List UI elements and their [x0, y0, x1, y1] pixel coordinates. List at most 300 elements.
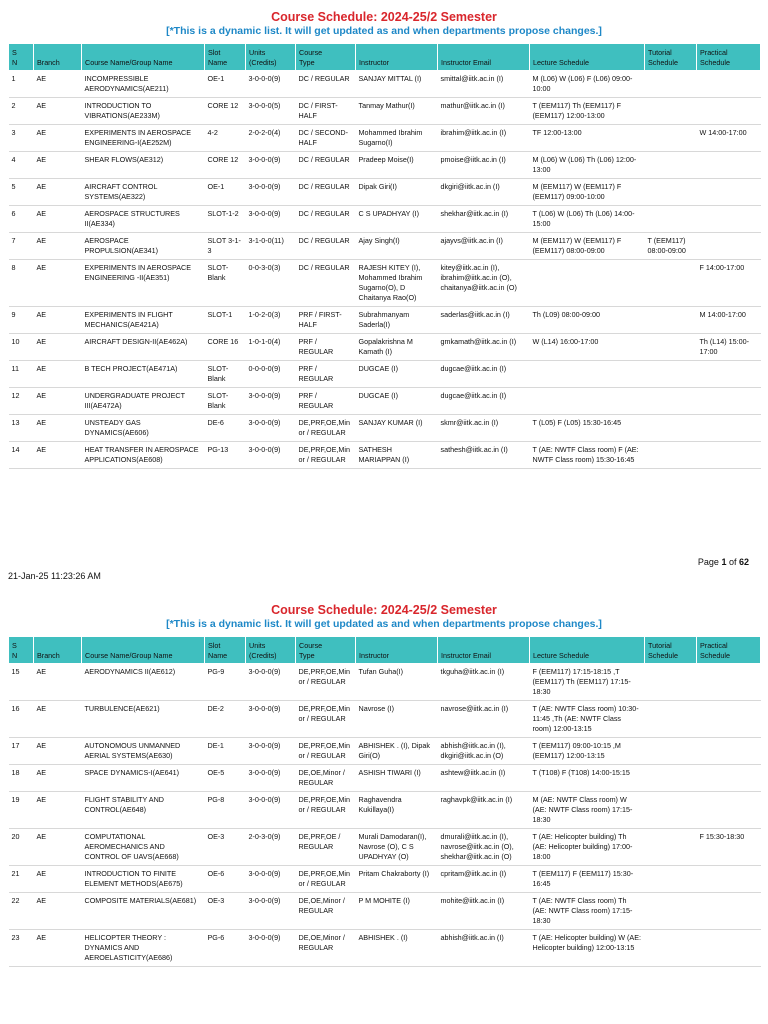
cell-instructor-email: smittal@iitk.ac.in (I): [438, 71, 530, 98]
cell-units: 3-0-0-0(9): [246, 930, 296, 967]
column-header-lecture-schedule: Lecture Schedule: [530, 44, 645, 71]
column-header-tutorial-schedule: Tutorial Schedule: [645, 44, 697, 71]
cell-tutorial-schedule: [645, 664, 697, 701]
cell-units: 3-0-0-0(9): [246, 206, 296, 233]
cell-tutorial-schedule: [645, 442, 697, 469]
cell-instructor-email: tkguha@iitk.ac.in (I): [438, 664, 530, 701]
cell-lecture-schedule: T (EEM117) F (EEM117) 15:30-16:45: [530, 866, 645, 893]
cell-practical-schedule: [697, 442, 761, 469]
cell-branch: AE: [34, 893, 82, 930]
generated-timestamp: 21-Jan-25 11:23:26 AM: [8, 571, 101, 581]
cell-instructor: Ajay Singh(I): [356, 233, 438, 260]
cell-units: 3-0-0-0(9): [246, 792, 296, 829]
cell-course-type: DE,PRF,OE,Minor / REGULAR: [296, 664, 356, 701]
cell-practical-schedule: [697, 152, 761, 179]
column-header-sn: S N: [9, 637, 34, 664]
cell-tutorial-schedule: [645, 361, 697, 388]
cell-instructor-email: ajayvs@iitk.ac.in (I): [438, 233, 530, 260]
cell-units: 3-0-0-0(9): [246, 765, 296, 792]
table-header-row: [9, 44, 761, 71]
cell-sn: 21: [9, 866, 34, 893]
cell-instructor-email: ashtew@iitk.ac.in (I): [438, 765, 530, 792]
cell-sn: 3: [9, 125, 34, 152]
cell-instructor-email: skmr@iitk.ac.in (I): [438, 415, 530, 442]
cell-branch: AE: [34, 152, 82, 179]
cell-practical-schedule: [697, 664, 761, 701]
cell-instructor-email: dugcae@iitk.ac.in (I): [438, 388, 530, 415]
cell-slot-name: PG-13: [205, 442, 246, 469]
cell-instructor: RAJESH KITEY (I), Mohammed Ibrahim Sugarno(O), D Chaitanya Rao(O): [356, 260, 438, 307]
cell-units: 3-0-0-0(9): [246, 442, 296, 469]
cell-lecture-schedule: T (T108) F (T108) 14:00-15:15: [530, 765, 645, 792]
cell-lecture-schedule: T (L06) W (L06) Th (L06) 14:00-15:00: [530, 206, 645, 233]
column-header-course-name: Course Name/Group Name: [82, 44, 205, 71]
cell-instructor: Tufan Guha(I): [356, 664, 438, 701]
cell-course-type: DC / REGULAR: [296, 71, 356, 98]
table-row: [9, 701, 761, 738]
cell-slot-name: CORE 12: [205, 98, 246, 125]
cell-lecture-schedule: M (AE: NWTF Class room) W (AE: NWTF Class room) 17:15-18:30: [530, 792, 645, 829]
cell-units: 3-0-0-0(9): [246, 179, 296, 206]
cell-lecture-schedule: T (AE: Helicopter building) Th (AE: Helicopter building) 17:00-18:00: [530, 829, 645, 866]
cell-slot-name: 4-2: [205, 125, 246, 152]
cell-branch: AE: [34, 829, 82, 866]
cell-units: 0-0-3-0(3): [246, 260, 296, 307]
cell-units: 1-0-1-0(4): [246, 334, 296, 361]
cell-course-name: HEAT TRANSFER IN AEROSPACE APPLICATIONS(AE608): [82, 442, 205, 469]
cell-branch: AE: [34, 866, 82, 893]
table-row: [9, 442, 761, 469]
table-row: [9, 125, 761, 152]
column-header-slot-name: Slot Name: [205, 44, 246, 71]
cell-slot-name: DE-2: [205, 701, 246, 738]
cell-units: 3-0-0-0(9): [246, 152, 296, 179]
cell-branch: AE: [34, 98, 82, 125]
column-header-course-type: Course Type: [296, 44, 356, 71]
cell-course-type: DE,PRF,OE,Minor / REGULAR: [296, 866, 356, 893]
cell-sn: 23: [9, 930, 34, 967]
cell-units: 3-0-0-0(9): [246, 738, 296, 765]
cell-tutorial-schedule: [645, 415, 697, 442]
column-header-tutorial-schedule: Tutorial Schedule: [645, 637, 697, 664]
cell-instructor-email: kitey@iitk.ac.in (I), ibrahim@iitk.ac.in (O), chaitanya@iitk.ac.in (O): [438, 260, 530, 307]
cell-instructor: DUGCAE (I): [356, 388, 438, 415]
cell-sn: 7: [9, 233, 34, 260]
cell-slot-name: SLOT-Blank: [205, 260, 246, 307]
cell-slot-name: OE-3: [205, 893, 246, 930]
cell-sn: 20: [9, 829, 34, 866]
cell-lecture-schedule: T (L05) F (L05) 15:30-16:45: [530, 415, 645, 442]
table-row: [9, 930, 761, 967]
table-row: [9, 179, 761, 206]
cell-course-name: AIRCRAFT CONTROL SYSTEMS(AE322): [82, 179, 205, 206]
cell-slot-name: CORE 16: [205, 334, 246, 361]
cell-units: 3-0-0-0(9): [246, 71, 296, 98]
column-header-lecture-schedule: Lecture Schedule: [530, 637, 645, 664]
cell-slot-name: OE-1: [205, 179, 246, 206]
cell-course-name: TURBULENCE(AE621): [82, 701, 205, 738]
cell-branch: AE: [34, 442, 82, 469]
cell-tutorial-schedule: [645, 71, 697, 98]
column-header-branch: Branch: [34, 637, 82, 664]
cell-course-name: EXPERIMENTS IN AEROSPACE ENGINEERING-I(AE252M): [82, 125, 205, 152]
cell-course-type: DE,PRF,OE,Minor / REGULAR: [296, 442, 356, 469]
cell-branch: AE: [34, 738, 82, 765]
table-row: [9, 71, 761, 98]
table-row: [9, 334, 761, 361]
cell-sn: 9: [9, 307, 34, 334]
cell-branch: AE: [34, 260, 82, 307]
cell-course-name: AUTONOMOUS UNMANNED AERIAL SYSTEMS(AE630): [82, 738, 205, 765]
cell-instructor-email: dugcae@iitk.ac.in (I): [438, 361, 530, 388]
cell-practical-schedule: [697, 765, 761, 792]
cell-branch: AE: [34, 388, 82, 415]
cell-practical-schedule: [697, 792, 761, 829]
cell-tutorial-schedule: [645, 866, 697, 893]
cell-lecture-schedule: TF 12:00-13:00: [530, 125, 645, 152]
cell-practical-schedule: [697, 930, 761, 967]
cell-slot-name: SLOT-1-2: [205, 206, 246, 233]
column-header-course-name: Course Name/Group Name: [82, 637, 205, 664]
cell-lecture-schedule: M (EEM117) W (EEM117) F (EEM117) 09:00-10:00: [530, 179, 645, 206]
cell-lecture-schedule: T (EEM117) Th (EEM117) F (EEM117) 12:00-13:00: [530, 98, 645, 125]
cell-branch: AE: [34, 71, 82, 98]
cell-practical-schedule: [697, 361, 761, 388]
column-header-units: Units (Credits): [246, 637, 296, 664]
cell-slot-name: OE-5: [205, 765, 246, 792]
page-subtitle: [*This is a dynamic list. It will get updated as and when departments propose changes.]: [166, 25, 602, 37]
cell-branch: AE: [34, 334, 82, 361]
cell-branch: AE: [34, 206, 82, 233]
cell-tutorial-schedule: [645, 765, 697, 792]
cell-units: 3-1-0-0(11): [246, 233, 296, 260]
cell-course-name: AIRCRAFT DESIGN-II(AE462A): [82, 334, 205, 361]
cell-units: 3-0-0-0(9): [246, 388, 296, 415]
cell-instructor: Murali Damodaran(I), Navrose (O), C S UPADHYAY (O): [356, 829, 438, 866]
page-number: Page 1 of 62: [697, 557, 749, 567]
cell-slot-name: CORE 12: [205, 152, 246, 179]
cell-slot-name: PG-9: [205, 664, 246, 701]
column-header-practical-schedule: Practical Schedule: [697, 44, 761, 71]
cell-units: 0-0-0-0(9): [246, 361, 296, 388]
cell-course-name: COMPUTATIONAL AEROMECHANICS AND CONTROL OF UAVS(AE668): [82, 829, 205, 866]
table-row: [9, 361, 761, 388]
cell-course-type: PRF / REGULAR: [296, 361, 356, 388]
cell-tutorial-schedule: [645, 738, 697, 765]
cell-units: 3-0-0-0(5): [246, 98, 296, 125]
cell-course-name: INTRODUCTION TO FINITE ELEMENT METHODS(AE675): [82, 866, 205, 893]
cell-tutorial-schedule: [645, 930, 697, 967]
cell-units: 3-0-0-0(9): [246, 893, 296, 930]
cell-practical-schedule: [697, 415, 761, 442]
cell-tutorial-schedule: [645, 792, 697, 829]
column-header-sn: S N: [9, 44, 34, 71]
cell-instructor-email: abhish@iitk.ac.in (I), dkgiri@iitk.ac.in (O): [438, 738, 530, 765]
cell-instructor-email: cpritam@iitk.ac.in (I): [438, 866, 530, 893]
cell-lecture-schedule: T (AE: Helicopter building) W (AE: Helicopter building) 12:00-13:15: [530, 930, 645, 967]
cell-lecture-schedule: [530, 361, 645, 388]
cell-instructor: Mohammed Ibrahim Sugarno(I): [356, 125, 438, 152]
cell-instructor-email: shekhar@iitk.ac.in (I): [438, 206, 530, 233]
cell-course-name: AEROSPACE PROPULSION(AE341): [82, 233, 205, 260]
cell-lecture-schedule: [530, 388, 645, 415]
cell-instructor: Pritam Chakraborty (I): [356, 866, 438, 893]
table-row: [9, 233, 761, 260]
cell-course-type: DE,PRF,OE,Minor / REGULAR: [296, 792, 356, 829]
cell-instructor: ABHISHEK . (I), Dipak Giri(O): [356, 738, 438, 765]
cell-sn: 6: [9, 206, 34, 233]
cell-branch: AE: [34, 179, 82, 206]
cell-lecture-schedule: M (EEM117) W (EEM117) F (EEM117) 08:00-09:00: [530, 233, 645, 260]
cell-branch: AE: [34, 125, 82, 152]
table-row: [9, 765, 761, 792]
cell-sn: 19: [9, 792, 34, 829]
table-row: [9, 307, 761, 334]
table-row: [9, 738, 761, 765]
cell-practical-schedule: [697, 701, 761, 738]
page-subtitle: [*This is a dynamic list. It will get updated as and when departments propose changes.]: [166, 618, 602, 630]
cell-instructor: SANJAY KUMAR (I): [356, 415, 438, 442]
cell-sn: 2: [9, 98, 34, 125]
cell-slot-name: OE-3: [205, 829, 246, 866]
cell-course-name: SPACE DYNAMICS-I(AE641): [82, 765, 205, 792]
table-row: [9, 152, 761, 179]
cell-sn: 18: [9, 765, 34, 792]
cell-practical-schedule: [697, 893, 761, 930]
cell-instructor-email: abhish@iitk.ac.in (I): [438, 930, 530, 967]
cell-sn: 10: [9, 334, 34, 361]
cell-branch: AE: [34, 792, 82, 829]
cell-branch: AE: [34, 765, 82, 792]
cell-sn: 11: [9, 361, 34, 388]
cell-slot-name: PG-8: [205, 792, 246, 829]
cell-branch: AE: [34, 307, 82, 334]
cell-instructor: Tanmay Mathur(I): [356, 98, 438, 125]
cell-slot-name: PG-6: [205, 930, 246, 967]
cell-tutorial-schedule: [645, 829, 697, 866]
cell-course-name: AERODYNAMICS II(AE612): [82, 664, 205, 701]
cell-instructor-email: dkgiri@iitk.ac.in (I): [438, 179, 530, 206]
cell-instructor: SANJAY MITTAL (I): [356, 71, 438, 98]
cell-course-type: DE,OE,Minor / REGULAR: [296, 893, 356, 930]
cell-units: 3-0-0-0(9): [246, 415, 296, 442]
table-row: [9, 893, 761, 930]
cell-tutorial-schedule: [645, 260, 697, 307]
cell-course-type: DE,OE,Minor / REGULAR: [296, 765, 356, 792]
cell-course-type: DC / SECOND-HALF: [296, 125, 356, 152]
cell-slot-name: SLOT-Blank: [205, 388, 246, 415]
cell-practical-schedule: [697, 206, 761, 233]
cell-lecture-schedule: Th (L09) 08:00-09:00: [530, 307, 645, 334]
cell-sn: 16: [9, 701, 34, 738]
cell-sn: 5: [9, 179, 34, 206]
column-header-instructor-email: Instructor Email: [438, 44, 530, 71]
cell-course-name: EXPERIMENTS IN FLIGHT MECHANICS(AE421A): [82, 307, 205, 334]
cell-course-type: DC / REGULAR: [296, 206, 356, 233]
table-row: [9, 792, 761, 829]
cell-practical-schedule: Th (L14) 15:00-17:00: [697, 334, 761, 361]
cell-tutorial-schedule: [645, 98, 697, 125]
table-row: [9, 829, 761, 866]
cell-course-name: B TECH PROJECT(AE471A): [82, 361, 205, 388]
cell-instructor-email: pmoise@iitk.ac.in (I): [438, 152, 530, 179]
cell-instructor: Navrose (I): [356, 701, 438, 738]
cell-sn: 15: [9, 664, 34, 701]
cell-sn: 13: [9, 415, 34, 442]
course-table: [8, 636, 761, 967]
cell-tutorial-schedule: [645, 701, 697, 738]
cell-course-type: PRF / REGULAR: [296, 388, 356, 415]
cell-instructor: Dipak Giri(I): [356, 179, 438, 206]
schedule-page-2: [0, 590, 768, 1024]
cell-instructor: Gopalakrishna M Kamath (I): [356, 334, 438, 361]
cell-slot-name: SLOT 3-1-3: [205, 233, 246, 260]
cell-course-type: DE,PRF,OE,Minor / REGULAR: [296, 738, 356, 765]
cell-practical-schedule: [697, 71, 761, 98]
cell-slot-name: SLOT-Blank: [205, 361, 246, 388]
cell-tutorial-schedule: [645, 334, 697, 361]
cell-slot-name: DE-1: [205, 738, 246, 765]
cell-tutorial-schedule: [645, 206, 697, 233]
cell-instructor-email: navrose@iitk.ac.in (I): [438, 701, 530, 738]
table-header-row: [9, 637, 761, 664]
cell-branch: AE: [34, 701, 82, 738]
cell-instructor: SATHESH MARIAPPAN (I): [356, 442, 438, 469]
cell-units: 2-0-3-0(9): [246, 829, 296, 866]
cell-lecture-schedule: M (L06) W (L06) F (L06) 09:00-10:00: [530, 71, 645, 98]
cell-practical-schedule: [697, 866, 761, 893]
cell-instructor-email: gmkamath@iitk.ac.in (I): [438, 334, 530, 361]
cell-tutorial-schedule: [645, 307, 697, 334]
cell-practical-schedule: F 14:00-17:00: [697, 260, 761, 307]
cell-slot-name: DE-6: [205, 415, 246, 442]
cell-course-type: DC / REGULAR: [296, 152, 356, 179]
table-row: [9, 866, 761, 893]
cell-course-type: PRF / FIRST-HALF: [296, 307, 356, 334]
cell-units: 3-0-0-0(9): [246, 866, 296, 893]
table-row: [9, 388, 761, 415]
cell-slot-name: OE-1: [205, 71, 246, 98]
cell-instructor-email: sathesh@iitk.ac.in (I): [438, 442, 530, 469]
table-row: [9, 415, 761, 442]
column-header-practical-schedule: Practical Schedule: [697, 637, 761, 664]
table-row: [9, 664, 761, 701]
page-title: Course Schedule: 2024-25/2 Semester: [271, 10, 497, 24]
cell-practical-schedule: [697, 738, 761, 765]
cell-instructor-email: raghavpk@iitk.ac.in (I): [438, 792, 530, 829]
cell-lecture-schedule: T (AE: NWTF Class room) 10:30-11:45 ,Th (AE: NWTF Class room) 12:00-13:15: [530, 701, 645, 738]
cell-practical-schedule: W 14:00-17:00: [697, 125, 761, 152]
cell-tutorial-schedule: [645, 152, 697, 179]
cell-instructor: Subrahmanyam Saderla(I): [356, 307, 438, 334]
cell-lecture-schedule: T (EEM117) 09:00-10:15 ,M (EEM117) 12:00-13:15: [530, 738, 645, 765]
cell-practical-schedule: [697, 233, 761, 260]
cell-branch: AE: [34, 415, 82, 442]
cell-tutorial-schedule: [645, 388, 697, 415]
cell-instructor-email: mohite@iitk.ac.in (I): [438, 893, 530, 930]
cell-course-name: HELICOPTER THEORY : DYNAMICS AND AEROELASTICITY(AE686): [82, 930, 205, 967]
cell-course-name: UNSTEADY GAS DYNAMICS(AE606): [82, 415, 205, 442]
cell-instructor-email: dmurali@iitk.ac.in (I), navrose@iitk.ac.in (O), shekhar@iitk.ac.in (O): [438, 829, 530, 866]
page-title: Course Schedule: 2024-25/2 Semester: [271, 603, 497, 617]
table-row: [9, 98, 761, 125]
cell-instructor: Pradeep Moise(I): [356, 152, 438, 179]
cell-tutorial-schedule: [645, 179, 697, 206]
column-header-slot-name: Slot Name: [205, 637, 246, 664]
cell-instructor: P M MOHITE (I): [356, 893, 438, 930]
cell-practical-schedule: [697, 179, 761, 206]
cell-lecture-schedule: F (EEM117) 17:15-18:15 ,T (EEM117) Th (EEM117) 17:15-18:30: [530, 664, 645, 701]
cell-course-name: INTRODUCTION TO VIBRATIONS(AE233M): [82, 98, 205, 125]
cell-sn: 17: [9, 738, 34, 765]
cell-practical-schedule: M 14:00-17:00: [697, 307, 761, 334]
cell-lecture-schedule: T (AE: NWTF Class room) F (AE: NWTF Class room) 15:30-16:45: [530, 442, 645, 469]
cell-tutorial-schedule: T (EEM117) 08:00-09:00: [645, 233, 697, 260]
cell-sn: 14: [9, 442, 34, 469]
cell-branch: AE: [34, 664, 82, 701]
cell-course-name: UNDERGRADUATE PROJECT III(AE472A): [82, 388, 205, 415]
cell-lecture-schedule: [530, 260, 645, 307]
cell-sn: 1: [9, 71, 34, 98]
column-header-course-type: Course Type: [296, 637, 356, 664]
column-header-branch: Branch: [34, 44, 82, 71]
cell-practical-schedule: [697, 98, 761, 125]
cell-course-type: PRF / REGULAR: [296, 334, 356, 361]
cell-units: 2-0-2-0(4): [246, 125, 296, 152]
cell-lecture-schedule: M (L06) W (L06) Th (L06) 12:00-13:00: [530, 152, 645, 179]
cell-sn: 4: [9, 152, 34, 179]
cell-slot-name: OE-6: [205, 866, 246, 893]
cell-sn: 22: [9, 893, 34, 930]
cell-instructor: DUGCAE (I): [356, 361, 438, 388]
cell-units: 1-0-2-0(3): [246, 307, 296, 334]
cell-course-type: DE,PRF,OE,Minor / REGULAR: [296, 415, 356, 442]
cell-instructor-email: saderlas@iitk.ac.in (I): [438, 307, 530, 334]
cell-course-type: DE,PRF,OE / REGULAR: [296, 829, 356, 866]
column-header-instructor-email: Instructor Email: [438, 637, 530, 664]
cell-instructor-email: mathur@iitk.ac.in (I): [438, 98, 530, 125]
cell-course-type: DE,OE,Minor / REGULAR: [296, 930, 356, 967]
cell-instructor: C S UPADHYAY (I): [356, 206, 438, 233]
column-header-units: Units (Credits): [246, 44, 296, 71]
cell-course-type: DE,PRF,OE,Minor / REGULAR: [296, 701, 356, 738]
table-row: [9, 206, 761, 233]
cell-lecture-schedule: T (AE: NWTF Class room) Th (AE: NWTF Class room) 17:15-18:30: [530, 893, 645, 930]
cell-sn: 12: [9, 388, 34, 415]
cell-course-type: DC / FIRST-HALF: [296, 98, 356, 125]
cell-instructor: ASHISH TIWARI (I): [356, 765, 438, 792]
cell-course-name: SHEAR FLOWS(AE312): [82, 152, 205, 179]
cell-course-name: INCOMPRESSIBLE AERODYNAMICS(AE211): [82, 71, 205, 98]
cell-instructor: ABHISHEK . (I): [356, 930, 438, 967]
table-row: [9, 260, 761, 307]
course-table: [8, 43, 761, 469]
cell-branch: AE: [34, 930, 82, 967]
cell-practical-schedule: [697, 388, 761, 415]
cell-course-name: FLIGHT STABILITY AND CONTROL(AE648): [82, 792, 205, 829]
cell-instructor: Raghavendra Kukillaya(I): [356, 792, 438, 829]
cell-course-type: DC / REGULAR: [296, 260, 356, 307]
cell-units: 3-0-0-0(9): [246, 701, 296, 738]
cell-slot-name: SLOT-1: [205, 307, 246, 334]
cell-branch: AE: [34, 233, 82, 260]
cell-practical-schedule: F 15:30-18:30: [697, 829, 761, 866]
cell-branch: AE: [34, 361, 82, 388]
cell-course-name: AEROSPACE STRUCTURES II(AE334): [82, 206, 205, 233]
cell-lecture-schedule: W (L14) 16:00-17:00: [530, 334, 645, 361]
column-header-instructor: Instructor: [356, 637, 438, 664]
cell-sn: 8: [9, 260, 34, 307]
